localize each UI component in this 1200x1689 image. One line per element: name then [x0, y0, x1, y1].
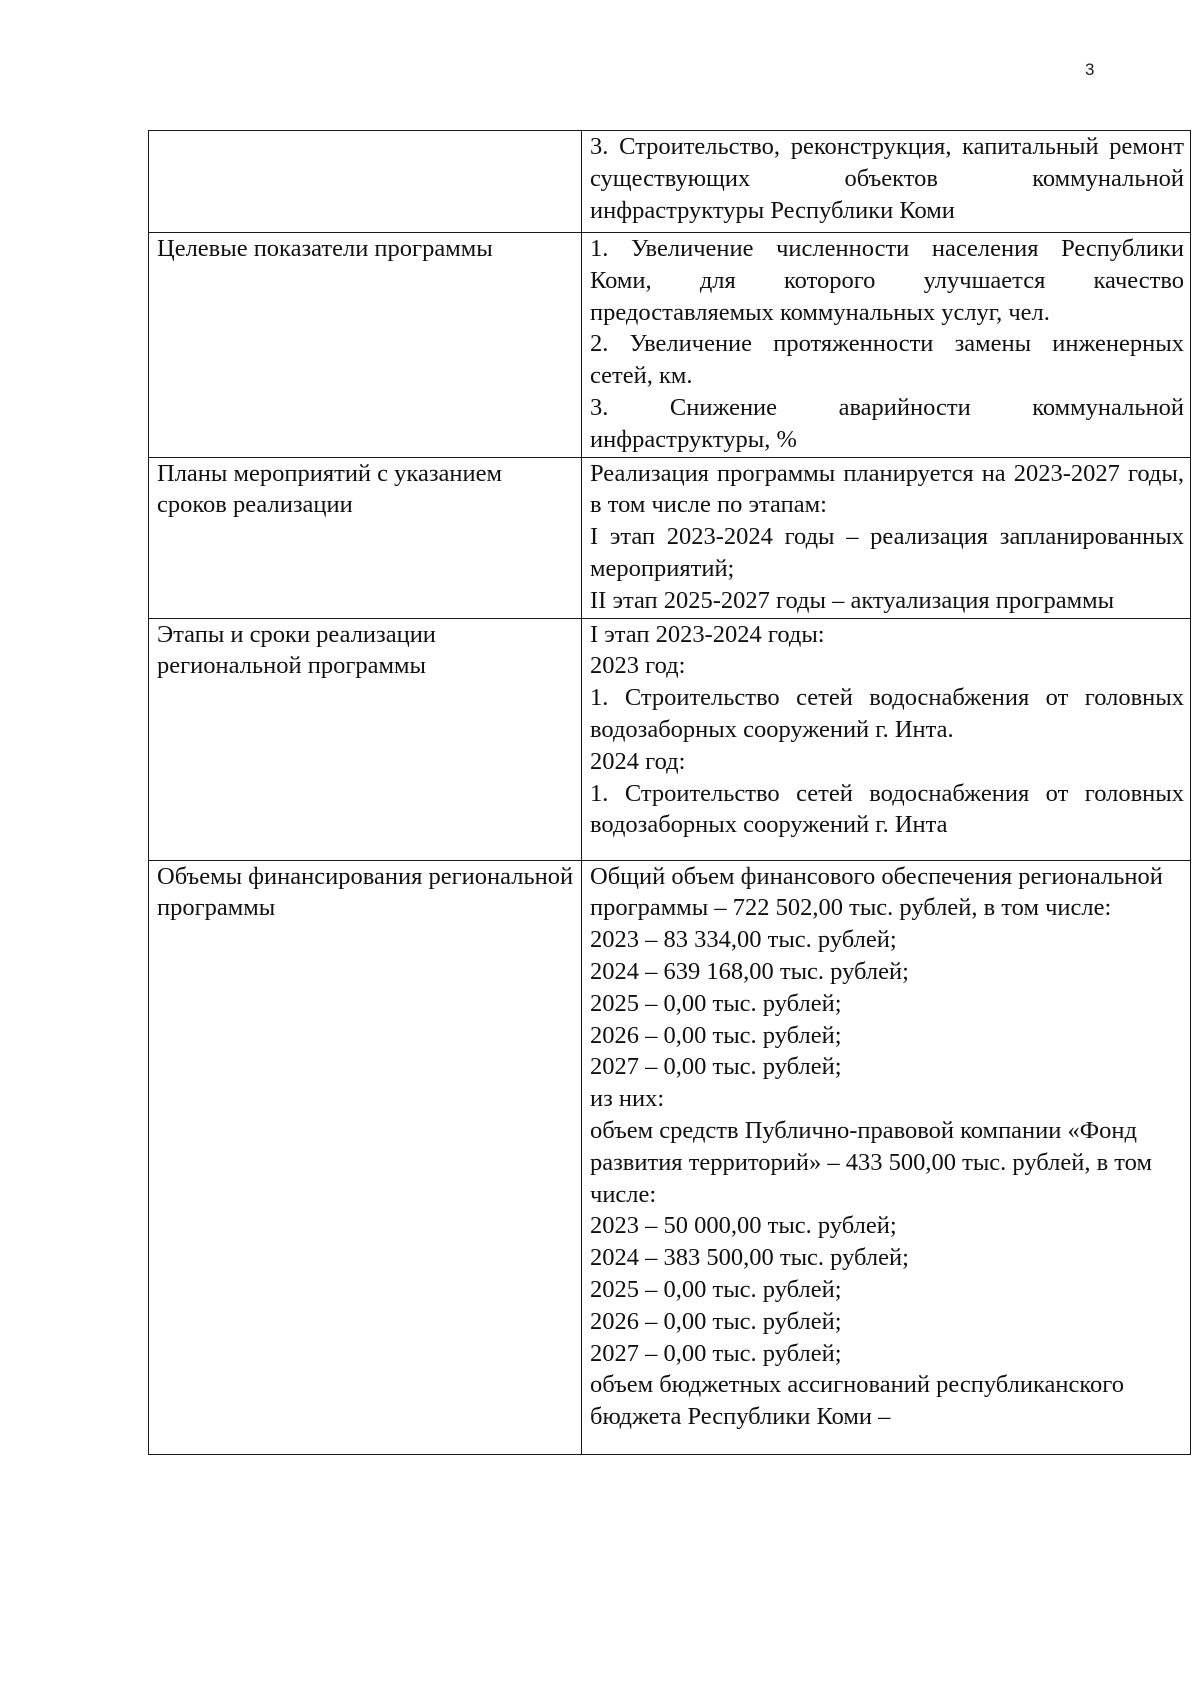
financing-total: Общий объем финансового обеспечения региональной программы – 722 502,00 тыс. рублей, в том числе:: [590, 862, 1163, 922]
row-content-action-plans: [582, 457, 1191, 618]
indicator-item-3: 3. Снижение аварийности коммунальной инфраструктуры, %: [590, 393, 1184, 453]
indicator-item-2: 2. Увеличение протяженности замены инженерных сетей, км.: [590, 330, 1184, 390]
indicator-item-1: 1. Увеличение численности населения Республики Коми, для которого улучшается качество предоставляемых коммунальных услуг, чел.: [590, 235, 1184, 326]
plan-stage-2: II этап 2025-2027 годы – актуализация программы: [590, 586, 1115, 614]
program-passport-table: [148, 130, 1190, 1455]
row-stages-and-terms: [149, 618, 1191, 860]
financing-total-2025: 2025 – 0,00 тыс. рублей;: [590, 989, 842, 1017]
row-label-financing-volumes: Объемы финансирования региональной программы: [149, 860, 582, 1454]
row-label-empty: [149, 131, 582, 233]
row-action-plans: [149, 457, 1191, 618]
year-2024-item-1: 1. Строительство сетей водоснабжения от головных водозаборных сооружений г. Инта: [590, 779, 1184, 839]
financing-fund-2023: 2023 – 50 000,00 тыс. рублей;: [590, 1212, 897, 1240]
financing-total-2027: 2027 – 0,00 тыс. рублей;: [590, 1053, 842, 1081]
year-2024-heading: 2024 год:: [590, 747, 686, 775]
row-label-stages-and-terms: Этапы и сроки реализации региональной программы: [149, 618, 582, 860]
financing-fund-2027: 2027 – 0,00 тыс. рублей;: [590, 1339, 842, 1367]
row-content-stages-and-terms: [582, 618, 1191, 860]
financing-fund: объем средств Публично-правовой компании «Фонд развития территорий» – 433 500,00 тыс. рублей, в том числе:: [590, 1116, 1152, 1208]
passport-table: [148, 130, 1191, 1455]
year-2023-heading: 2023 год:: [590, 652, 686, 680]
stage-heading: I этап 2023-2024 годы:: [590, 620, 825, 648]
row-label-action-plans: Планы мероприятий с указанием сроков реализации: [149, 457, 582, 618]
row-continued-tasks: [149, 131, 1191, 233]
row-content-tasks: [582, 131, 1191, 233]
financing-fund-2025: 2025 – 0,00 тыс. рублей;: [590, 1275, 842, 1303]
plan-stage-1: I этап 2023-2024 годы – реализация запланированных мероприятий;: [590, 523, 1184, 582]
year-2023-item-1: 1. Строительство сетей водоснабжения от головных водозаборных сооружений г. Инта.: [590, 684, 1184, 743]
row-label-target-indicators: Целевые показатели программы: [149, 233, 582, 458]
plan-intro: Реализация программы планируется на 2023-2027 годы, в том числе по этапам:: [590, 459, 1184, 519]
financing-fund-2024: 2024 – 383 500,00 тыс. рублей;: [590, 1244, 909, 1272]
financing-total-2023: 2023 – 83 334,00 тыс. рублей;: [590, 926, 897, 954]
row-target-indicators: [149, 233, 1191, 458]
row-content-target-indicators: [582, 233, 1191, 458]
page-number: 3: [1085, 60, 1095, 79]
financing-of-which: из них:: [590, 1085, 665, 1113]
task-item-3: 3. Строительство, реконструкция, капитальный ремонт существующих объектов коммунальной инфраструктуры Республики Коми: [590, 133, 1184, 224]
row-financing-volumes: [149, 860, 1191, 1454]
financing-regional-budget: объем бюджетных ассигнований республиканского бюджета Республики Коми –: [590, 1371, 1124, 1431]
row-content-financing-volumes: [582, 860, 1191, 1454]
financing-fund-2026: 2026 – 0,00 тыс. рублей;: [590, 1307, 842, 1335]
financing-total-2024: 2024 – 639 168,00 тыс. рублей;: [590, 957, 909, 985]
financing-total-2026: 2026 – 0,00 тыс. рублей;: [590, 1021, 842, 1049]
